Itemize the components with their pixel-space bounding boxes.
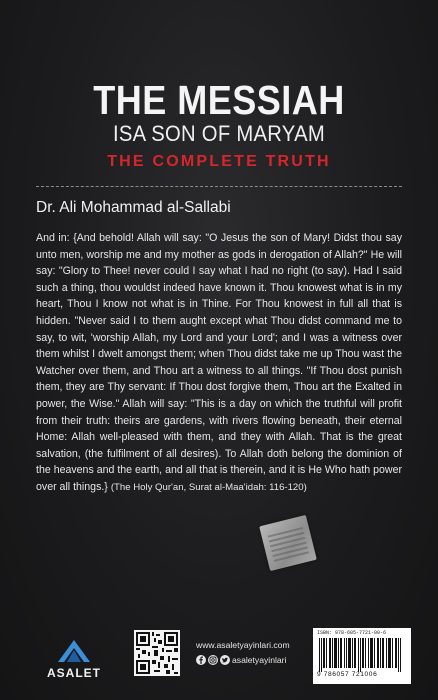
social-links xyxy=(196,655,286,665)
barcode-number: 9 786057 721006 xyxy=(317,671,378,678)
facebook-icon[interactable] xyxy=(196,655,206,665)
quote-passage xyxy=(36,230,402,497)
quote-citation: (The Holy Qur'an, Surat al-Maa'idah: 116-120) xyxy=(110,481,307,493)
twitter-icon[interactable] xyxy=(220,655,230,665)
publisher-logo xyxy=(38,638,110,680)
qr-code[interactable] xyxy=(134,630,180,676)
book-subtitle: ISA SON OF MARYAM xyxy=(112,121,326,146)
qr-code-icon xyxy=(136,632,178,674)
isbn-label: ISBN: 978-605-7721-00-6 xyxy=(317,630,387,636)
quote-text: And in: {And behold! Allah will say: "O Jesus the son of Mary! Didst thou say unto men, worship me and my mother as gods in derogation of Allah?" He will say: "Glory to Thee! never could I say what I had no right (to say). Had I said such a thing, thou wouldst indeed have known it. Thou knowest what is in my heart, Thou I know not what is in Thine. For Thou knowest in full all that is hidden. "Never said I to them aught except what Thou didst command me to say, to wit, 'worship Allah, my Lord and your Lord'; and I was a witness over them whilst I dwelt amongst them; when Thou didst take me up Thou wast the Watcher over them, and Thou art a witness to all things. "If Thou dost punish them, they are Thy servant: If Thou dost forgive them, Thou art the Exalted in power, the Wise." Allah will say: "This is a day on which the truthful will profit from their truth: theirs are gardens, with rivers flowing beneath, their eternal Home: Allah well-pleased with them, and they with Allah. That is the great salvation, (the fulfilment of all desires). To Allah doth belong the dominion of the heavens and the earth, and all that is therein, and it is He Who hath power over all things.} xyxy=(36,232,402,493)
barcode-bars-icon xyxy=(317,638,407,672)
price-sticker xyxy=(259,515,317,571)
footer xyxy=(0,610,438,700)
publisher-name: ASALET xyxy=(47,666,101,680)
website-link[interactable]: www.asaletyayinlari.com xyxy=(196,640,290,650)
barcode xyxy=(313,628,411,684)
publisher-logo-icon xyxy=(54,638,94,664)
author-name: Dr. Ali Mohammad al-Sallabi xyxy=(36,199,231,216)
social-handle[interactable]: asaletyayinlari xyxy=(232,655,287,665)
book-tagline: THE COMPLETE TRUTH xyxy=(107,153,331,170)
dashed-divider xyxy=(36,186,402,187)
book-title: THE MESSIAH xyxy=(93,77,345,123)
instagram-icon[interactable] xyxy=(208,655,218,665)
